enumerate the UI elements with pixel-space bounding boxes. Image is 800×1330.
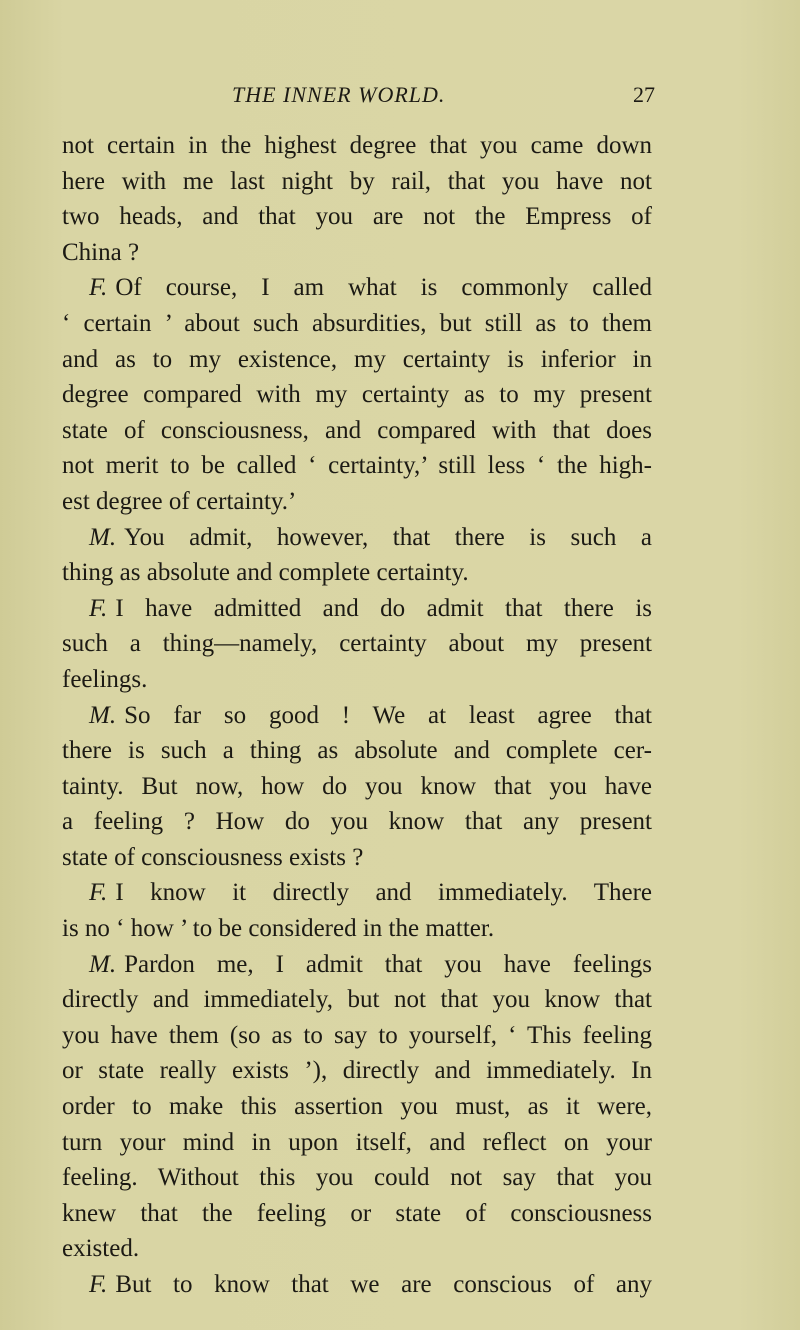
line-text: So far so good ! We at least agree that [124,701,652,729]
text-line [62,1231,652,1267]
text-line [62,270,652,306]
line-text: feeling. Without this you could not say that you [62,1164,652,1192]
text-line [62,164,652,200]
line-text: such a thing—namely, certainty about my present [62,630,652,658]
line-text: or state really exists ’), directly and immediately. In [62,1057,652,1085]
text-line [62,484,652,520]
text-line [62,804,652,840]
line-text: state of consciousness, and compared with that does [62,416,652,444]
line-text: But to know that we are conscious of any [115,1271,652,1298]
text-line [62,911,652,947]
line-text: degree compared with my certainty as to my present [62,381,652,409]
line-text: Pardon me, I admit that you have feelings [124,950,652,978]
speaker-label: M. [89,523,117,551]
text-line [62,306,652,342]
line-text: est degree of certainty.’ [62,487,297,515]
text-line [62,1196,652,1232]
text-line [62,875,652,911]
page-number: 27 [633,82,655,107]
text-line [62,235,652,271]
line-text: I know it directly and immediately. There [115,879,652,907]
running-head: THE INNER WORLD. [232,82,446,107]
text-line [62,1160,652,1196]
line-text: knew that the feeling or state of consciousness [62,1199,652,1227]
speaker-label: F. [89,274,108,302]
text-line [62,1267,652,1303]
text-line [62,520,652,556]
text-line [62,1089,652,1125]
text-line [62,377,652,413]
line-text: and as to my existence, my certainty is inferior in [62,345,652,373]
line-text: turn your mind in upon itself, and reflect on your [62,1128,652,1156]
line-text: a feeling ? How do you know that any present [62,808,652,836]
line-text: ‘ certain ’ about such absurdities, but still as to them [62,309,652,337]
text-line [62,1053,652,1089]
text-line [62,555,652,591]
text-line [62,947,652,983]
text-line [62,1018,652,1054]
line-text: thing as absolute and complete certainty. [62,559,469,587]
line-text: directly and immediately, but not that you know that [62,986,652,1014]
line-text: not certain in the highest degree that you came down [62,132,652,159]
text-line [62,128,652,164]
text-line [62,840,652,876]
text-line [62,448,652,484]
line-text: I have admitted and do admit that there is [115,594,652,622]
text-line [62,591,652,627]
line-text: is no ‘ how ’ to be considered in the matter. [62,915,495,943]
line-text: there is such a thing as absolute and complete cer- [62,737,652,765]
text-line [62,199,652,235]
line-text: here with me last night by rail, that you have not [62,167,652,195]
speaker-label: F. [89,594,108,622]
text-line [62,698,652,734]
line-text: China ? [62,238,140,266]
line-text: You admit, however, that there is such a [124,523,652,551]
line-text: Of course, I am what is commonly called [115,274,652,302]
speaker-label: M. [89,701,117,729]
line-text: tainty. But now, how do you know that you have [62,772,652,800]
text-line [62,626,652,662]
line-text: feelings. [62,665,148,693]
text-line [62,982,652,1018]
text-line [62,413,652,449]
line-text: state of consciousness exists ? [62,843,364,871]
text-line [62,769,652,805]
line-text: existed. [62,1235,140,1263]
line-text: two heads, and that you are not the Empress of [62,203,652,231]
page-header [60,82,655,116]
speaker-label: M. [89,950,117,978]
speaker-label: F. [89,879,108,907]
text-line [62,662,652,698]
line-text: order to make this assertion you must, as it were, [62,1093,652,1121]
text-line [62,733,652,769]
body-text [62,128,652,1303]
text-line [62,1125,652,1161]
line-text: not merit to be called ‘ certainty,’ still less ‘ the high- [62,452,652,480]
speaker-label: F. [89,1271,108,1298]
text-line [62,342,652,378]
line-text: you have them (so as to say to yourself, ‘ This feeling [62,1021,652,1049]
